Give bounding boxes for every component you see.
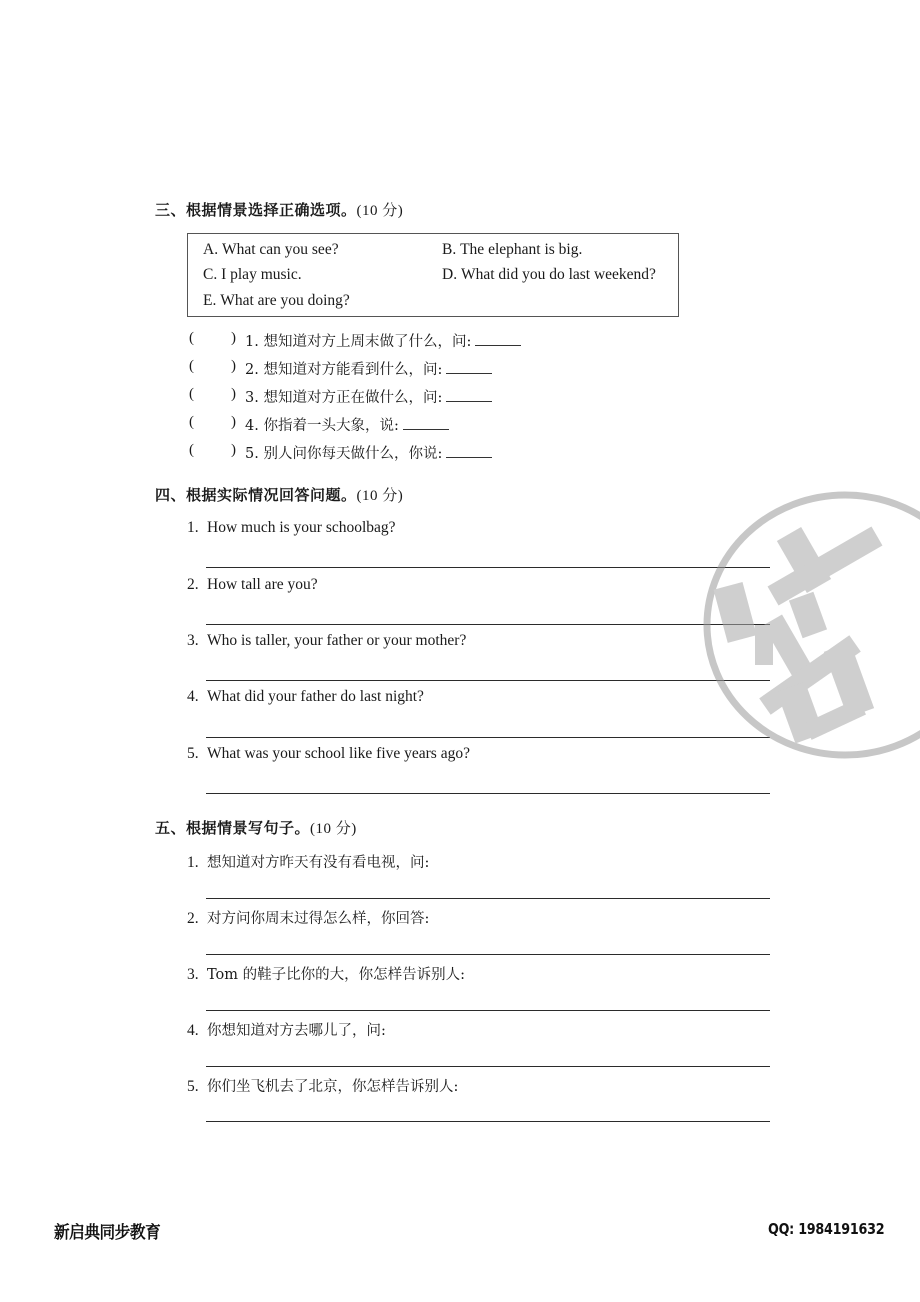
section-4-score: (10 分) <box>356 488 404 504</box>
answer-line[interactable] <box>206 680 770 681</box>
choice-item-2[interactable] <box>189 358 589 382</box>
section-4-question-3 <box>187 632 466 650</box>
question-text: 你们坐飞机去了北京，你怎样告诉别人: <box>207 1079 459 1095</box>
answer-line[interactable] <box>206 624 770 625</box>
answer-paren-close: ) <box>231 358 236 374</box>
option-text: The elephant is big. <box>460 241 583 258</box>
question-number: 3. <box>187 966 199 983</box>
option-e <box>203 292 350 310</box>
answer-line[interactable] <box>206 954 770 955</box>
answer-paren-open: ( <box>189 386 194 402</box>
choice-item-3[interactable] <box>189 386 589 410</box>
section-4-heading <box>155 484 403 505</box>
section-5-question-5 <box>187 1075 458 1096</box>
option-text: What did you do last weekend? <box>460 266 656 283</box>
answer-paren-open: ( <box>189 442 194 458</box>
answer-line[interactable] <box>206 1121 770 1122</box>
option-letter: D. <box>442 266 458 283</box>
question-text: 你想知道对方去哪儿了，问: <box>207 1023 386 1039</box>
question-text: 想知道对方昨天有没有看电视，问: <box>207 855 430 871</box>
answer-line[interactable] <box>206 737 770 738</box>
answer-paren-close: ) <box>231 414 236 430</box>
option-d <box>442 266 656 284</box>
section-4-question-4 <box>187 688 424 706</box>
blank-line[interactable] <box>475 331 521 346</box>
question-text: How tall are you? <box>207 576 318 593</box>
footer-brand: 新启典同步教育 <box>54 1223 161 1243</box>
choice-item-5[interactable] <box>189 442 589 466</box>
answer-paren-open: ( <box>189 330 194 346</box>
option-letter: E. <box>203 292 217 309</box>
answer-line[interactable] <box>206 1066 770 1067</box>
seal-stamp-icon <box>695 485 920 760</box>
section-5-question-1 <box>187 851 429 872</box>
question-number: 1. <box>187 854 199 871</box>
section-4-title: 四、根据实际情况回答问题。 <box>155 486 357 504</box>
question-text: What was your school like five years ago? <box>207 745 470 762</box>
choice-text: 2. 想知道对方能看到什么，问: <box>245 358 492 379</box>
answer-paren-close: ) <box>231 442 236 458</box>
option-text: I play music. <box>221 266 302 283</box>
section-3-title: 三、根据情景选择正确选项。 <box>155 201 357 219</box>
blank-line[interactable] <box>446 443 492 458</box>
question-number: 2. <box>187 576 199 593</box>
question-number: 5. <box>187 745 199 762</box>
footer-qq: QQ: 1984191632 <box>768 1220 885 1238</box>
answer-line[interactable] <box>206 1010 770 1011</box>
answer-line[interactable] <box>206 567 770 568</box>
blank-line[interactable] <box>403 415 449 430</box>
section-3-score: (10 分) <box>356 203 404 219</box>
question-text: Who is taller, your father or your mother? <box>207 632 467 649</box>
choice-text: 5. 别人问你每天做什么，你说: <box>245 442 492 463</box>
choice-text: 3. 想知道对方正在做什么，问: <box>245 386 492 407</box>
answer-paren-close: ) <box>231 386 236 402</box>
answer-paren-close: ) <box>231 330 236 346</box>
option-text: What can you see? <box>221 241 339 258</box>
question-text: What did your father do last night? <box>207 688 424 705</box>
section-5-question-3 <box>187 963 465 984</box>
question-number: 4. <box>187 688 199 705</box>
choice-item-1[interactable] <box>189 330 589 354</box>
section-3-heading <box>155 199 403 220</box>
section-5-question-2 <box>187 907 429 928</box>
answer-line[interactable] <box>206 898 770 899</box>
option-c <box>203 266 302 284</box>
question-text: 对方问你周末过得怎么样，你回答: <box>207 911 430 927</box>
section-4-question-5 <box>187 745 470 763</box>
section-5-heading <box>155 817 357 838</box>
question-number: 4. <box>187 1022 199 1039</box>
option-letter: A. <box>203 241 219 258</box>
option-letter: B. <box>442 241 457 258</box>
section-5-score: (10 分) <box>310 821 357 837</box>
choice-text: 4. 你指着一头大象，说: <box>245 414 449 435</box>
option-text: What are you doing? <box>220 292 350 309</box>
answer-paren-open: ( <box>189 358 194 374</box>
question-number: 3. <box>187 632 199 649</box>
blank-line[interactable] <box>446 387 492 402</box>
question-text: How much is your schoolbag? <box>207 519 396 536</box>
question-number: 1. <box>187 519 199 536</box>
question-number: 5. <box>187 1078 199 1095</box>
answer-line[interactable] <box>206 793 770 794</box>
question-number: 2. <box>187 910 199 927</box>
option-letter: C. <box>203 266 218 283</box>
section-4-question-1 <box>187 519 396 537</box>
option-b <box>442 241 582 259</box>
option-a <box>203 241 339 259</box>
blank-line[interactable] <box>446 359 492 374</box>
section-5-title: 五、根据情景写句子。 <box>155 819 311 837</box>
choice-item-4[interactable] <box>189 414 589 438</box>
section-5-question-4 <box>187 1019 386 1040</box>
answer-paren-open: ( <box>189 414 194 430</box>
choice-text: 1. 想知道对方上周末做了什么，问: <box>245 330 521 351</box>
question-text: Tom 的鞋子比你的大，你怎样告诉别人: <box>207 967 466 983</box>
section-4-question-2 <box>187 576 318 594</box>
